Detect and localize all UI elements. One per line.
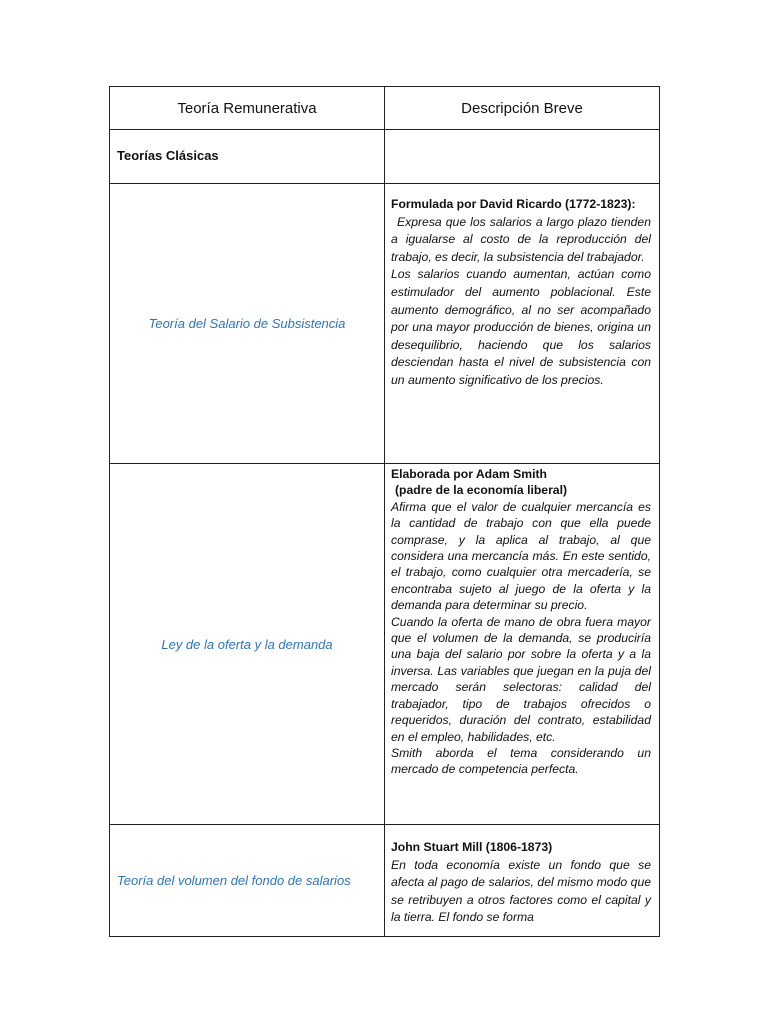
header-description: Descripción Breve <box>385 87 660 130</box>
theory-name: Ley de la oferta y la demanda <box>161 636 333 652</box>
description-paragraph: Expresa que los salarios a largo plazo tienden a igualarse al costo de la reproducción del trabajo, es decir, la subsistencia del trabajador. <box>391 214 651 264</box>
theories-table <box>109 86 660 937</box>
section-row <box>110 130 660 184</box>
description-paragraph: Cuando la oferta de mano de obra fuera mayor que el volumen de la demanda, se produciría una baja del salario por sobre la oferta y a la inversa. Las variables que juegan en la puja del mercado serán selectoras: calidad del trabajador, tipo de trabajos ofrecidos o requeridos, duración del contrato, estabilidad en el empleo, habilidades, etc. <box>391 614 651 744</box>
description-lead: Formulada por David Ricardo (1772-1823): <box>391 197 636 211</box>
table-row <box>110 825 660 937</box>
table-row <box>110 184 660 464</box>
description-cell <box>385 825 660 937</box>
theory-cell <box>110 184 385 464</box>
description-cell <box>385 464 660 825</box>
description-paragraph: En toda economía existe un fondo que se afecta al pago de salarios, del mismo modo que se retribuyen a otros factores como el capital y la tierra. El fondo se forma <box>391 857 651 925</box>
header-theory: Teoría Remunerativa <box>110 87 385 130</box>
description-lead-2: (padre de la economía liberal) <box>395 483 568 498</box>
description-lead: John Stuart Mill (1806-1873) <box>391 840 553 854</box>
section-cell <box>110 130 385 184</box>
description-paragraph: Afirma que el valor de cualquier mercancía es la cantidad de trabajo con que ella puede comprase, y la aplica al trabajo, al que considera una mercancía más. En este sentido, el trabajo, como cualquier otra mercadería, se encontraba sujeto al juego de la oferta y la demanda para determinar su precio. <box>391 499 651 613</box>
theory-cell <box>110 825 385 937</box>
description-paragraph: Los salarios cuando aumentan, actúan como estimulador del aumento poblacional. Este aumento demográfico, al no ser acompañado por una mayor producción de bienes, origina un desequilibrio, haciendo que los salarios desciendan hasta el nivel de subsistencia con un aumento significativo de los precios. <box>391 267 651 387</box>
section-empty-cell <box>385 130 660 184</box>
table-row <box>110 464 660 825</box>
theory-name: Teoría del Salario de Subsistencia <box>148 316 346 331</box>
section-title: Teorías Clásicas <box>117 148 219 163</box>
theory-cell <box>110 464 385 825</box>
description-lead: Elaborada por Adam Smith <box>391 467 547 481</box>
header-row <box>110 87 660 130</box>
description-cell <box>385 184 660 464</box>
description-paragraph: Smith aborda el tema considerando un mercado de competencia perfecta. <box>391 745 651 777</box>
theory-name: Teoría del volumen del fondo de salarios <box>117 872 351 888</box>
